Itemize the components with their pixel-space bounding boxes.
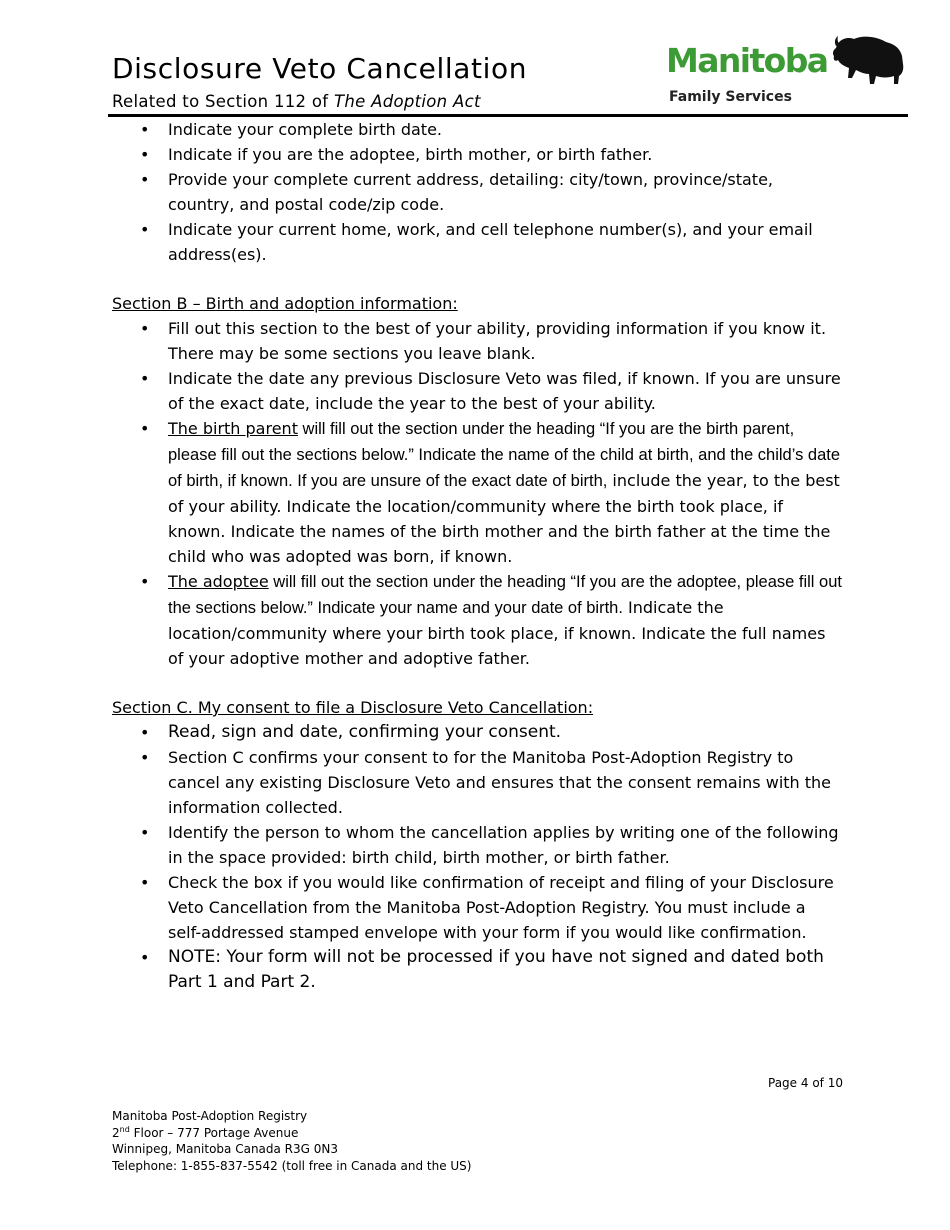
list-item: • Indicate if you are the adoptee, birth mother, or birth father. <box>168 142 842 167</box>
adoptee-text-a: will fill out the section under the heading “If you are the adoptee, please fill out the sections below.” Indicate your name and your date of birth. <box>168 573 842 617</box>
page-number: Page 4 of 10 <box>768 1076 843 1090</box>
birth-parent-label: The birth parent <box>168 419 298 438</box>
section-b-list <box>112 316 842 671</box>
list-item: • Indicate your complete birth date. <box>168 117 842 142</box>
section-a-list <box>112 117 842 267</box>
list-item-birth-parent <box>168 416 842 569</box>
footer-line: Manitoba Post-Adoption Registry <box>112 1109 308 1123</box>
birth-parent-text-a: will fill out the section under the heading “If you are the birth parent, please fill out the sections below.” Indicate the name of the child at birth, and the child’s date of birth, if known. If you are unsure of the exact date of birth, <box>168 420 841 490</box>
manitoba-logo <box>666 34 910 110</box>
footer-line: Winnipeg, Manitoba Canada R3G 0N3 <box>112 1142 339 1156</box>
page-subtitle <box>112 92 481 111</box>
footer-address <box>112 1108 471 1174</box>
list-item: • Indicate the date any previous Disclosure Veto was filed, if known. If you are unsure of the exact date, include the year to the best of your ability. <box>168 366 842 416</box>
list-item: • Check the box if you would like confirmation of receipt and filing of your Disclosure Veto Cancellation from the Manitoba Post-Adoption Registry. You must include a self-addressed stamped envelope with your form if you would like confirmation. <box>168 870 842 945</box>
list-item: • Provide your complete current address, detailing: city/town, province/state, country, and postal code/zip code. <box>168 167 842 217</box>
act-name: The Adoption Act <box>333 92 481 111</box>
logo-wordmark: Manitoba <box>666 41 828 80</box>
list-item-adoptee <box>168 569 842 671</box>
section-b-heading: Section B – Birth and adoption information: <box>112 294 458 313</box>
subtitle-prefix: Related to Section 112 of <box>112 92 334 111</box>
birth-parent-text-b: include the year, to the best of your ability. Indicate the location/community where the birth took place, if known. Indicate the names of the birth mother and the birth father at the time the child who was adopted was born, if known. <box>168 471 840 566</box>
section-c-heading: Section C. My consent to file a Disclosure Veto Cancellation: <box>112 698 594 717</box>
footer-line: 2nd Floor – 777 Portage Avenue <box>112 1124 299 1140</box>
bison-icon <box>832 34 908 86</box>
adoptee-text-b: Indicate the location/community where your birth took place, if known. Indicate the full names of your adoptive mother and adoptive father. <box>168 598 826 668</box>
footer-line: Telephone: 1-855-837-5542 (toll free in Canada and the US) <box>112 1158 472 1173</box>
section-c-list <box>112 720 842 995</box>
page-title: Disclosure Veto Cancellation <box>112 52 528 85</box>
list-item: • Read, sign and date, confirming your consent. <box>168 720 842 745</box>
list-item: • Fill out this section to the best of your ability, providing information if you know it. There may be some sections you leave blank. <box>168 316 842 366</box>
document-body <box>112 117 842 995</box>
adoptee-label: The adoptee <box>168 572 269 591</box>
list-item: • Section C confirms your consent to for the Manitoba Post-Adoption Registry to cancel any existing Disclosure Veto and ensures that the consent remains with the information collected. <box>168 745 842 820</box>
list-item-note: • NOTE: Your form will not be processed if you have not signed and dated both Part 1 and Part 2. <box>168 945 842 995</box>
list-item: • Indicate your current home, work, and cell telephone number(s), and your email address(es). <box>168 217 842 267</box>
list-item: • Identify the person to whom the cancellation applies by writing one of the following in the space provided: birth child, birth mother, or birth father. <box>168 820 842 870</box>
logo-department: Family Services <box>669 89 792 105</box>
